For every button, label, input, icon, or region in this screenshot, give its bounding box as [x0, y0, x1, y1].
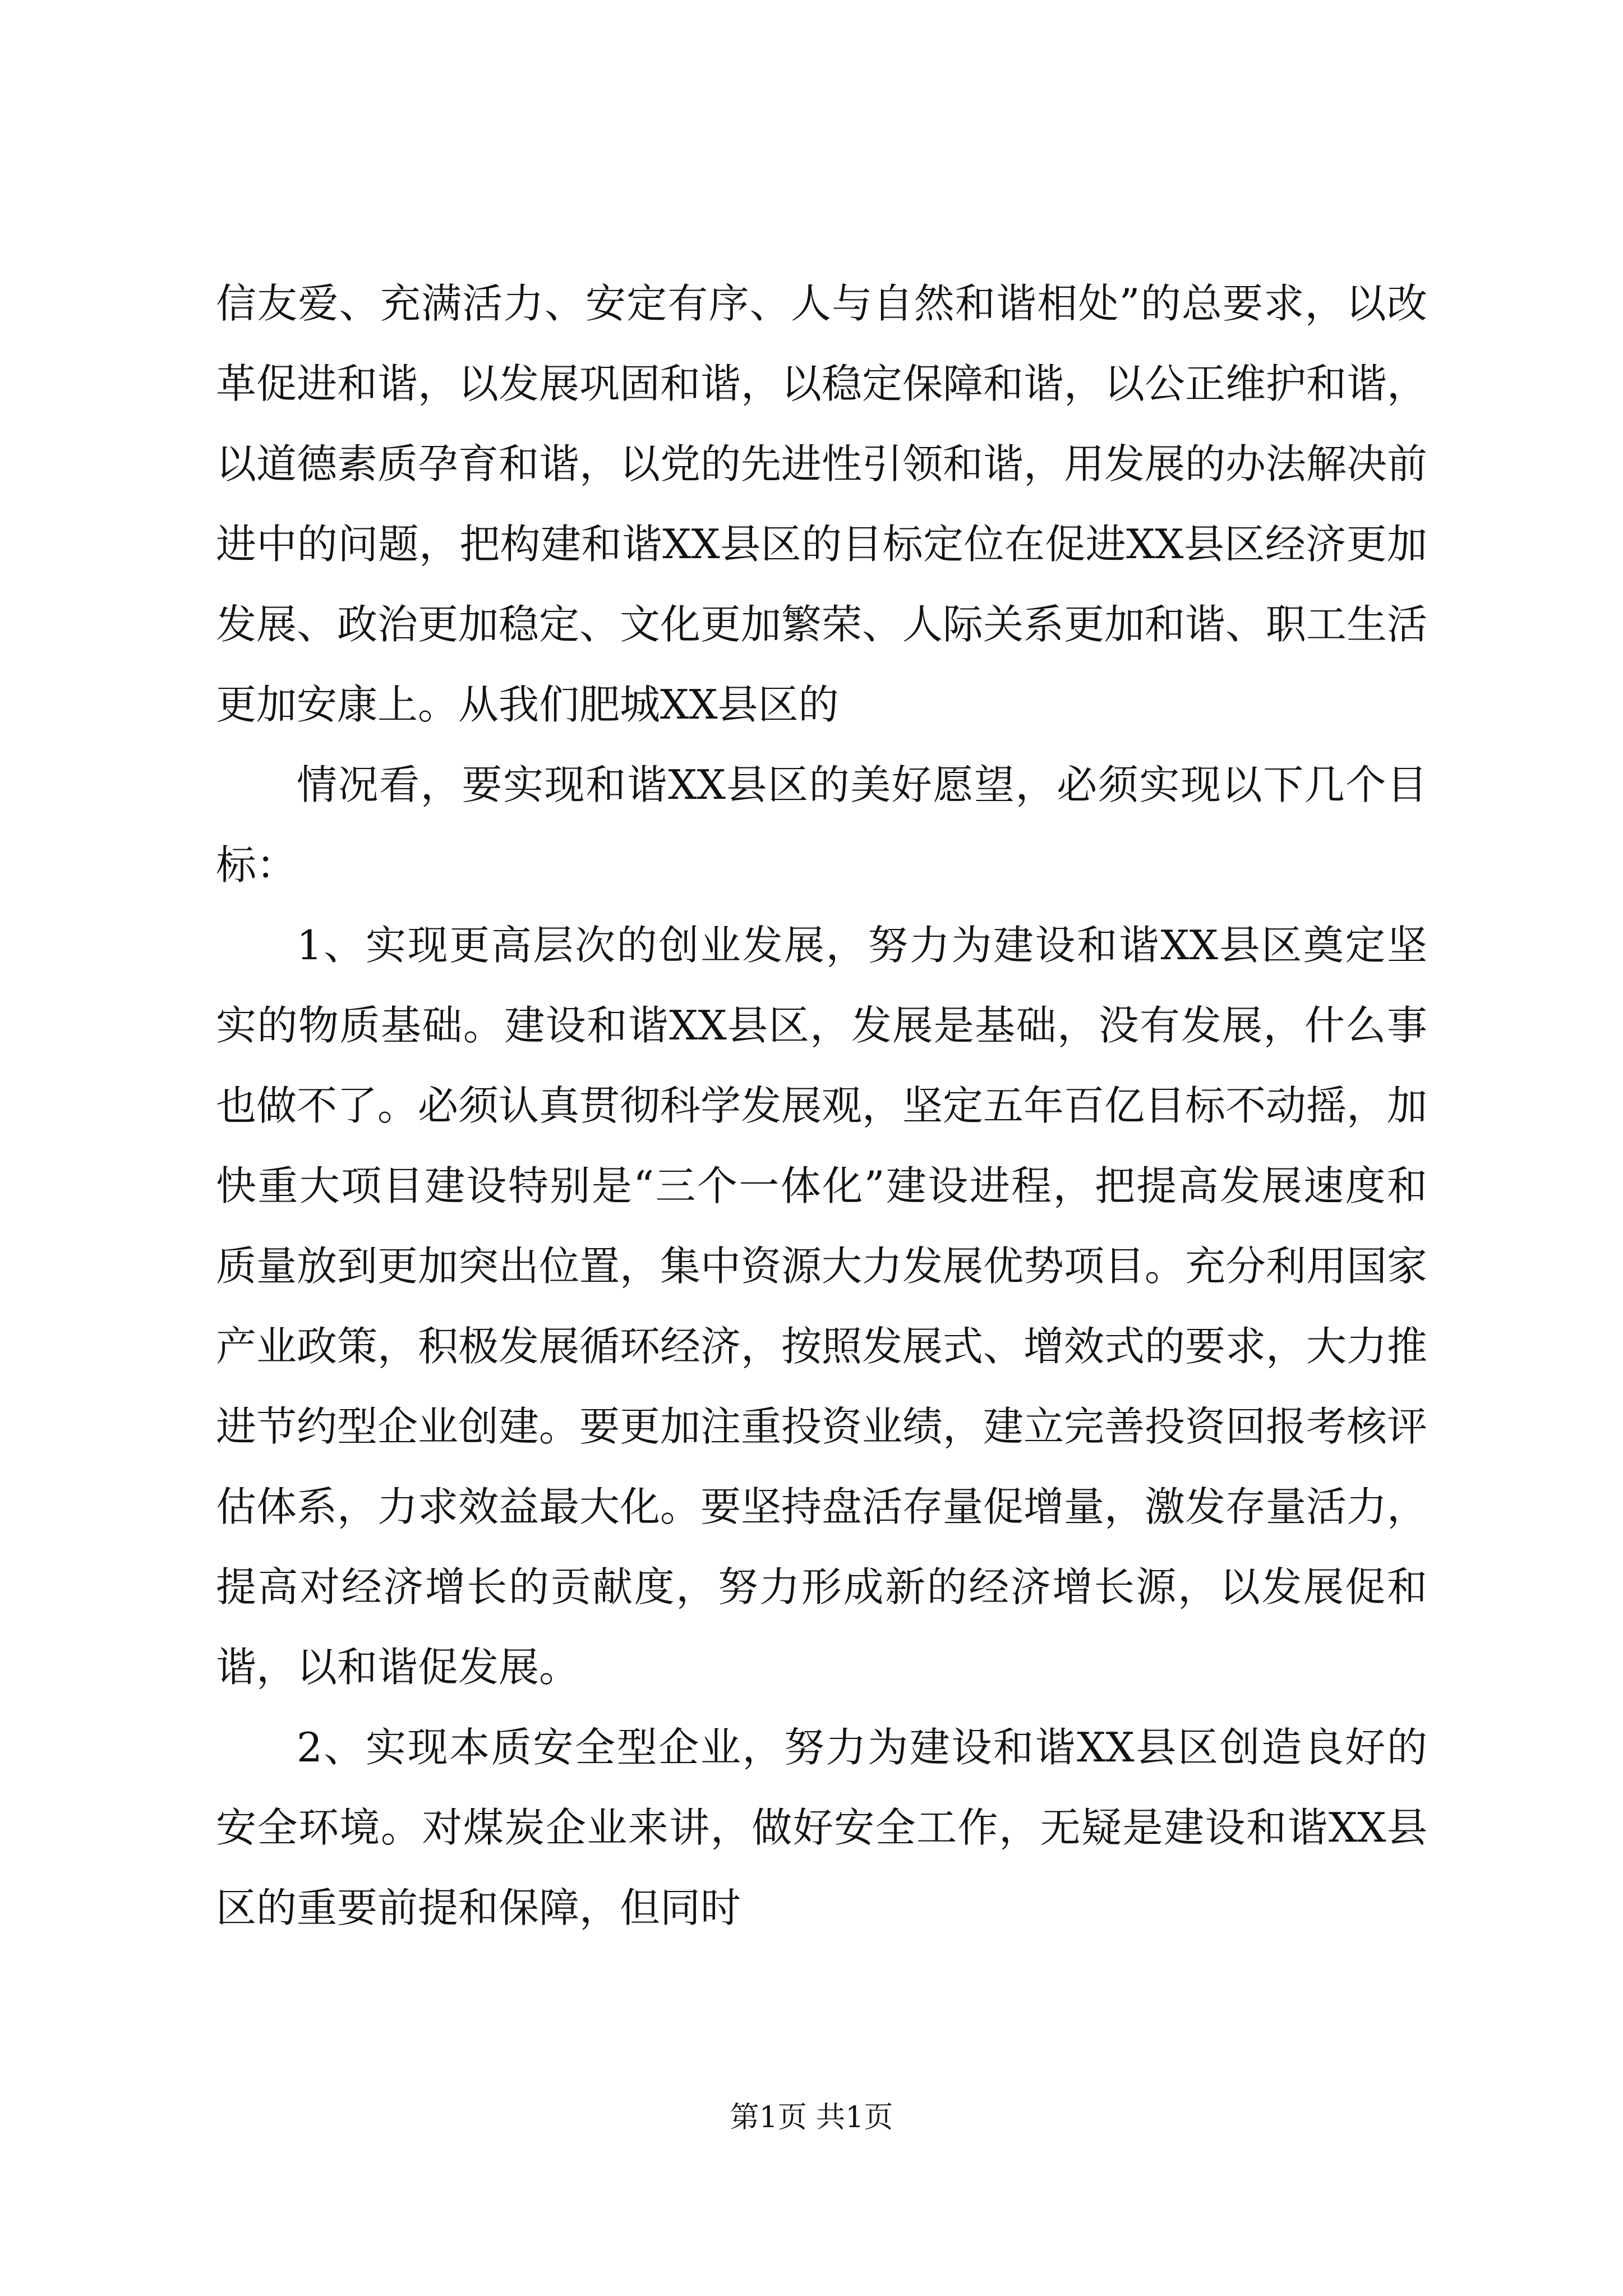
- paragraph: 信友爱、充满活力、安定有序、人与自然和谐相处”的总要求，以改革促进和谐，以发展巩固和谐，以稳定保障和谐，以公正维护和谐，以道德素质孕育和谐，以党的先进性引领和谐，用发展的办法解决前进中的问题，把构建和谐XX县区的目标定位在促进XX县区经济更加发展、政治更加稳定、文化更加繁荣、人际关系更加和谐、职工生活更加安康上。从我们肥城XX县区的: [216, 280, 1428, 728]
- document-body: [216, 264, 1427, 1948]
- page-footer: 第1页 共1页: [730, 2101, 893, 2134]
- paragraph: 情况看，要实现和谐XX县区的美好愿望，必须实现以下几个目标：: [216, 761, 1427, 889]
- paragraph: 1、实现更高层次的创业发展，努力为建设和谐XX县区奠定坚实的物质基础。建设和谐XX县区，发展是基础，没有发展，什么事也做不了。必须认真贯彻科学发展观，坚定五年百亿目标不动摇，加快重大项目建设特别是“三个一体化”建设进程，把提高发展速度和质量放到更加突出位置，集中资源大力发展优势项目。充分利用国家产业政策，积极发展循环经济，按照发展式、增效式的要求，大力推进节约型企业创建。要更加注重投资业绩，建立完善投资回报考核评估体系，力求效益最大化。要坚持盘活存量促增量，激发存量活力，提高对经济增长的贡献度，努力形成新的经济增长源，以发展促和谐，以和谐促发展。: [216, 922, 1428, 1691]
- paragraph: 2、实现本质安全型企业，努力为建设和谐XX县区创造良好的安全环境。对煤炭企业来讲，做好安全工作，无疑是建设和谐XX县区的重要前提和保障，但同时: [216, 1724, 1427, 1931]
